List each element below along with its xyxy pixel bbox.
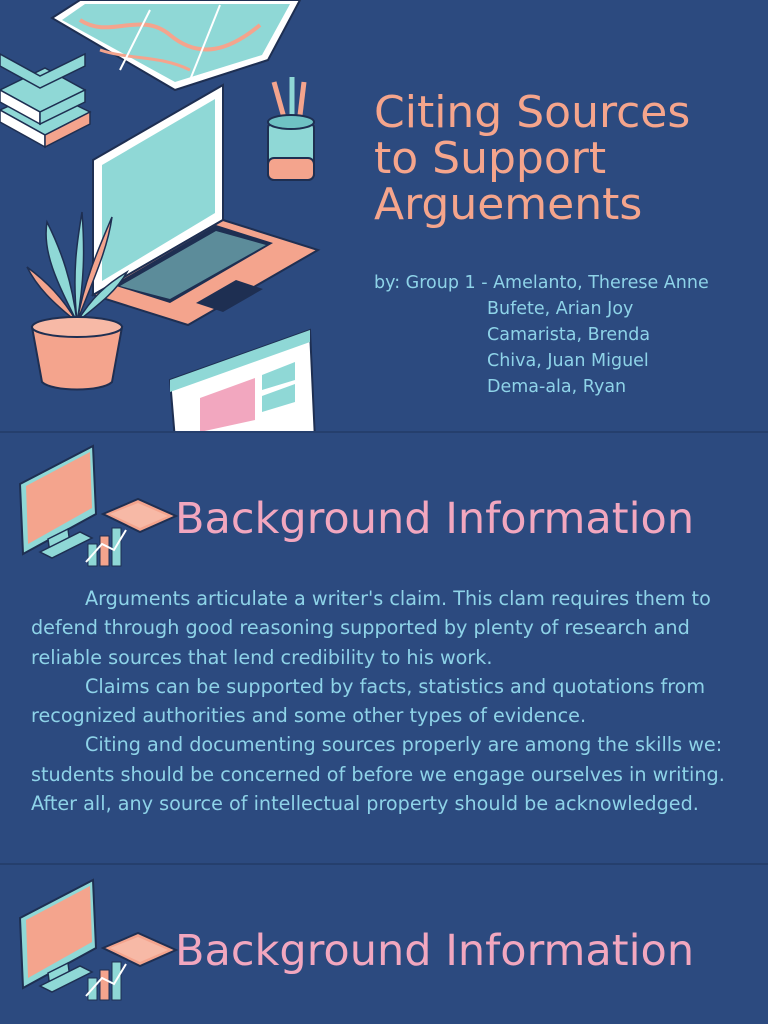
slide-heading: Background Information [175,926,695,976]
author-name: Dema-ala, Ryan [487,377,627,397]
computer-chart-icon [18,444,178,574]
background-info-slide [0,432,768,864]
author-name: Camarista, Brenda [487,325,651,345]
title-line: Arguements [374,179,643,230]
paragraph: Citing and documenting sources properly are among the skills we: students should be concerned of before we engage ourselves in writing. After all, any source of intellectual property should be acknowledged. [31,733,725,816]
paragraph: Claims can be supported by facts, statistics and quotations from recognized authorities and some other types of evidence. [31,674,706,728]
browser-window-icon [160,320,320,432]
author-name: Chiva, Juan Miguel [487,351,649,371]
title-slide [0,0,768,432]
slide-heading: Background Information [175,494,695,544]
paragraph: Arguments articulate a writer's claim. This clam requires them to defend through good reasoning supported by plenty of research and reliable sources that lend credibility to his work. [31,587,711,669]
byline-lead: by: Group 1 - Amelanto, Therese Anne [374,273,709,293]
authors-byline [374,270,754,400]
computer-chart-icon [18,878,178,1008]
plant-icon [22,212,132,392]
background-paragraphs [31,584,731,818]
background-info-slide-2 [0,864,768,1024]
books-icon [0,50,100,160]
presentation-title [374,87,754,230]
title-line: Citing Sources [374,87,691,138]
author-name: Bufete, Arian Joy [487,299,634,319]
title-line: to Support [374,133,607,184]
